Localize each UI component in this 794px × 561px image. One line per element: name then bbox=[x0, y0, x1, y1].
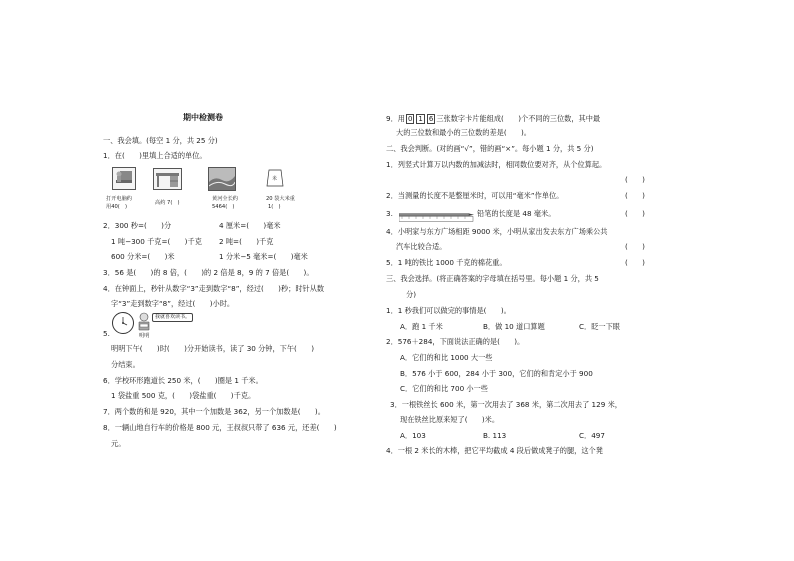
judge-3-answer: ( ) bbox=[625, 209, 645, 218]
judge-4-line-2: 汽车比较合适。 bbox=[396, 242, 447, 251]
speech-bubble: 我就喜欢读书。 bbox=[152, 313, 193, 322]
question-9-prefix: 9．用 bbox=[386, 114, 405, 123]
page-title: 期中检测卷 bbox=[183, 113, 223, 122]
question-9-line-2: 大的三位数和最小的三位数的差是( )。 bbox=[396, 128, 531, 137]
boy-reading-icon bbox=[137, 312, 151, 331]
digit-card-0: 0 bbox=[407, 115, 413, 123]
question-5-line-1: 明明下午( )时( )分开始读书，读了 30 分钟，下午( ) bbox=[111, 344, 315, 353]
question-7: 7．两个数的和是 920，其中一个加数是 362，另一个加数是( )。 bbox=[103, 407, 325, 416]
judge-3: 铅笔的长度是 48 毫米。 bbox=[477, 209, 556, 218]
question-2c: 1 吨−300 千克=( )千克 bbox=[111, 237, 202, 246]
section-1-header: 一、我会填。(每空 1 分，共 25 分) bbox=[103, 136, 218, 145]
rice-bag-icon bbox=[265, 167, 285, 188]
choice-3-line-1: 3．一根铁丝长 600 米，第一次用去了 368 米，第二次用去了 129 米， bbox=[390, 400, 622, 409]
pic-1-caption-line-1: 打开电脑约 bbox=[106, 196, 132, 202]
choice-1-option-c: C．眨一下眼 bbox=[579, 322, 620, 331]
judge-1: 1．列竖式计算万以内数的加减法时，相同数位要对齐，从个位算起。 bbox=[386, 160, 607, 169]
question-2f: 1 分米−5 毫米=( )毫米 bbox=[219, 252, 308, 261]
judge-3-number: 3. bbox=[386, 209, 393, 218]
pic-3-caption-line-2: 5464( ) bbox=[212, 204, 235, 210]
boy-caption: 明明 bbox=[139, 333, 150, 339]
question-3: 3．56 是( )的 8 倍，( )的 2 倍是 8，9 的 7 倍是( )。 bbox=[103, 268, 314, 277]
judge-2-answer: ( ) bbox=[625, 191, 645, 200]
river-icon bbox=[208, 167, 236, 191]
section-2-header: 二、我会判断。(对的画“√”，错的画“×”。每小题 1 分，共 5 分) bbox=[386, 144, 594, 153]
judge-1-answer: ( ) bbox=[625, 175, 645, 184]
choice-2: 2．576＋284，下面说法正确的是( )。 bbox=[386, 337, 525, 346]
question-6-line-2: 1 袋盐重 500 克，( )袋盐重( )千克。 bbox=[111, 391, 256, 400]
choice-1: 1．1 秒我们可以做完的事情是( )。 bbox=[386, 306, 511, 315]
question-5-number: 5. bbox=[103, 329, 110, 338]
choice-3-option-a: A．103 bbox=[400, 431, 426, 440]
choice-2-option-a: A．它们的和比 1000 大一些 bbox=[400, 353, 493, 362]
question-4-line-2: 字“3”走到数字“8”，经过( )小时。 bbox=[111, 299, 235, 308]
section-3-header: 三、我会选择。(将正确答案的字母填在括号里。每小题 1 分，共 5 bbox=[386, 274, 599, 283]
question-5-line-2: 分结束。 bbox=[111, 360, 140, 369]
computer-icon bbox=[112, 167, 136, 190]
choice-1-option-b: B．做 10 道口算题 bbox=[483, 322, 545, 331]
question-4-line-1: 4．在钟面上，秒针从数字“3”走到数字“8”，经过( )秒；时针从数 bbox=[103, 284, 325, 293]
question-6-line-1: 6．学校环形跑道长 250 米，( )圈是 1 千米。 bbox=[103, 376, 263, 385]
svg-text:米: 米 bbox=[272, 176, 278, 182]
choice-2-option-c: C．它们的和比 700 小一些 bbox=[400, 384, 488, 393]
question-2a: 2．300 秒=( )分 bbox=[103, 221, 172, 230]
question-1: 1．在( )里填上合适的单位。 bbox=[103, 151, 207, 160]
choice-1-option-a: A．跑 1 千米 bbox=[400, 322, 443, 331]
choice-3-option-b: B. 113 bbox=[483, 431, 507, 440]
pic-3-caption-line-1: 黄河全长约 bbox=[212, 196, 238, 202]
digit-card-6: 6 bbox=[428, 115, 434, 123]
judge-4-answer: ( ) bbox=[625, 242, 645, 251]
question-9-line-1 bbox=[386, 114, 600, 124]
question-2d: 2 吨=( )千克 bbox=[219, 237, 274, 246]
choice-2-option-b: B．576 小于 600，284 小于 300，它们的和肯定小于 900 bbox=[400, 369, 593, 378]
judge-5: 5．1 吨的铁比 1000 千克的棉花重。 bbox=[386, 258, 507, 267]
section-3-header-cont: 分) bbox=[406, 290, 416, 299]
pic-4-caption-line-1: 20 袋大米重 bbox=[266, 196, 295, 202]
question-8-line-2: 元。 bbox=[111, 439, 126, 448]
pic-1-caption-line-2: 用40( ) bbox=[106, 204, 128, 210]
pencil-ruler-icon bbox=[399, 207, 474, 216]
question-2e: 600 分米=( )米 bbox=[111, 252, 175, 261]
choice-4-line-1: 4．一根 2 米长的木棒，把它平均截成 4 段后做成凳子的腿，这个凳 bbox=[386, 446, 603, 455]
choice-3-option-c: C．497 bbox=[579, 431, 605, 440]
judge-2: 2．当测量的长度不是整厘米时，可以用“毫米”作单位。 bbox=[386, 191, 564, 200]
question-8-line-1: 8．一辆山地自行车的价格是 800 元，王叔叔只带了 636 元，还差( ) bbox=[103, 423, 337, 432]
question-9-suffix: 三张数字卡片能组成( )个不同的三位数，其中最 bbox=[436, 114, 601, 123]
pic-2-caption: 高约 7( ) bbox=[155, 200, 180, 206]
clock-icon bbox=[112, 312, 134, 334]
digit-card-1: 1 bbox=[418, 115, 423, 123]
desk-icon bbox=[153, 168, 182, 190]
pic-4-caption-line-2: 1( ) bbox=[268, 204, 281, 210]
judge-4-line-1: 4．小明家与东方广场相距 9000 米，小明从家出发去东方广场乘公共 bbox=[386, 227, 608, 236]
question-2b: 4 厘米=( )毫米 bbox=[219, 221, 281, 230]
choice-3-line-2: 现在铁丝比原来短了( )米。 bbox=[400, 415, 500, 424]
judge-5-answer: ( ) bbox=[625, 258, 645, 267]
